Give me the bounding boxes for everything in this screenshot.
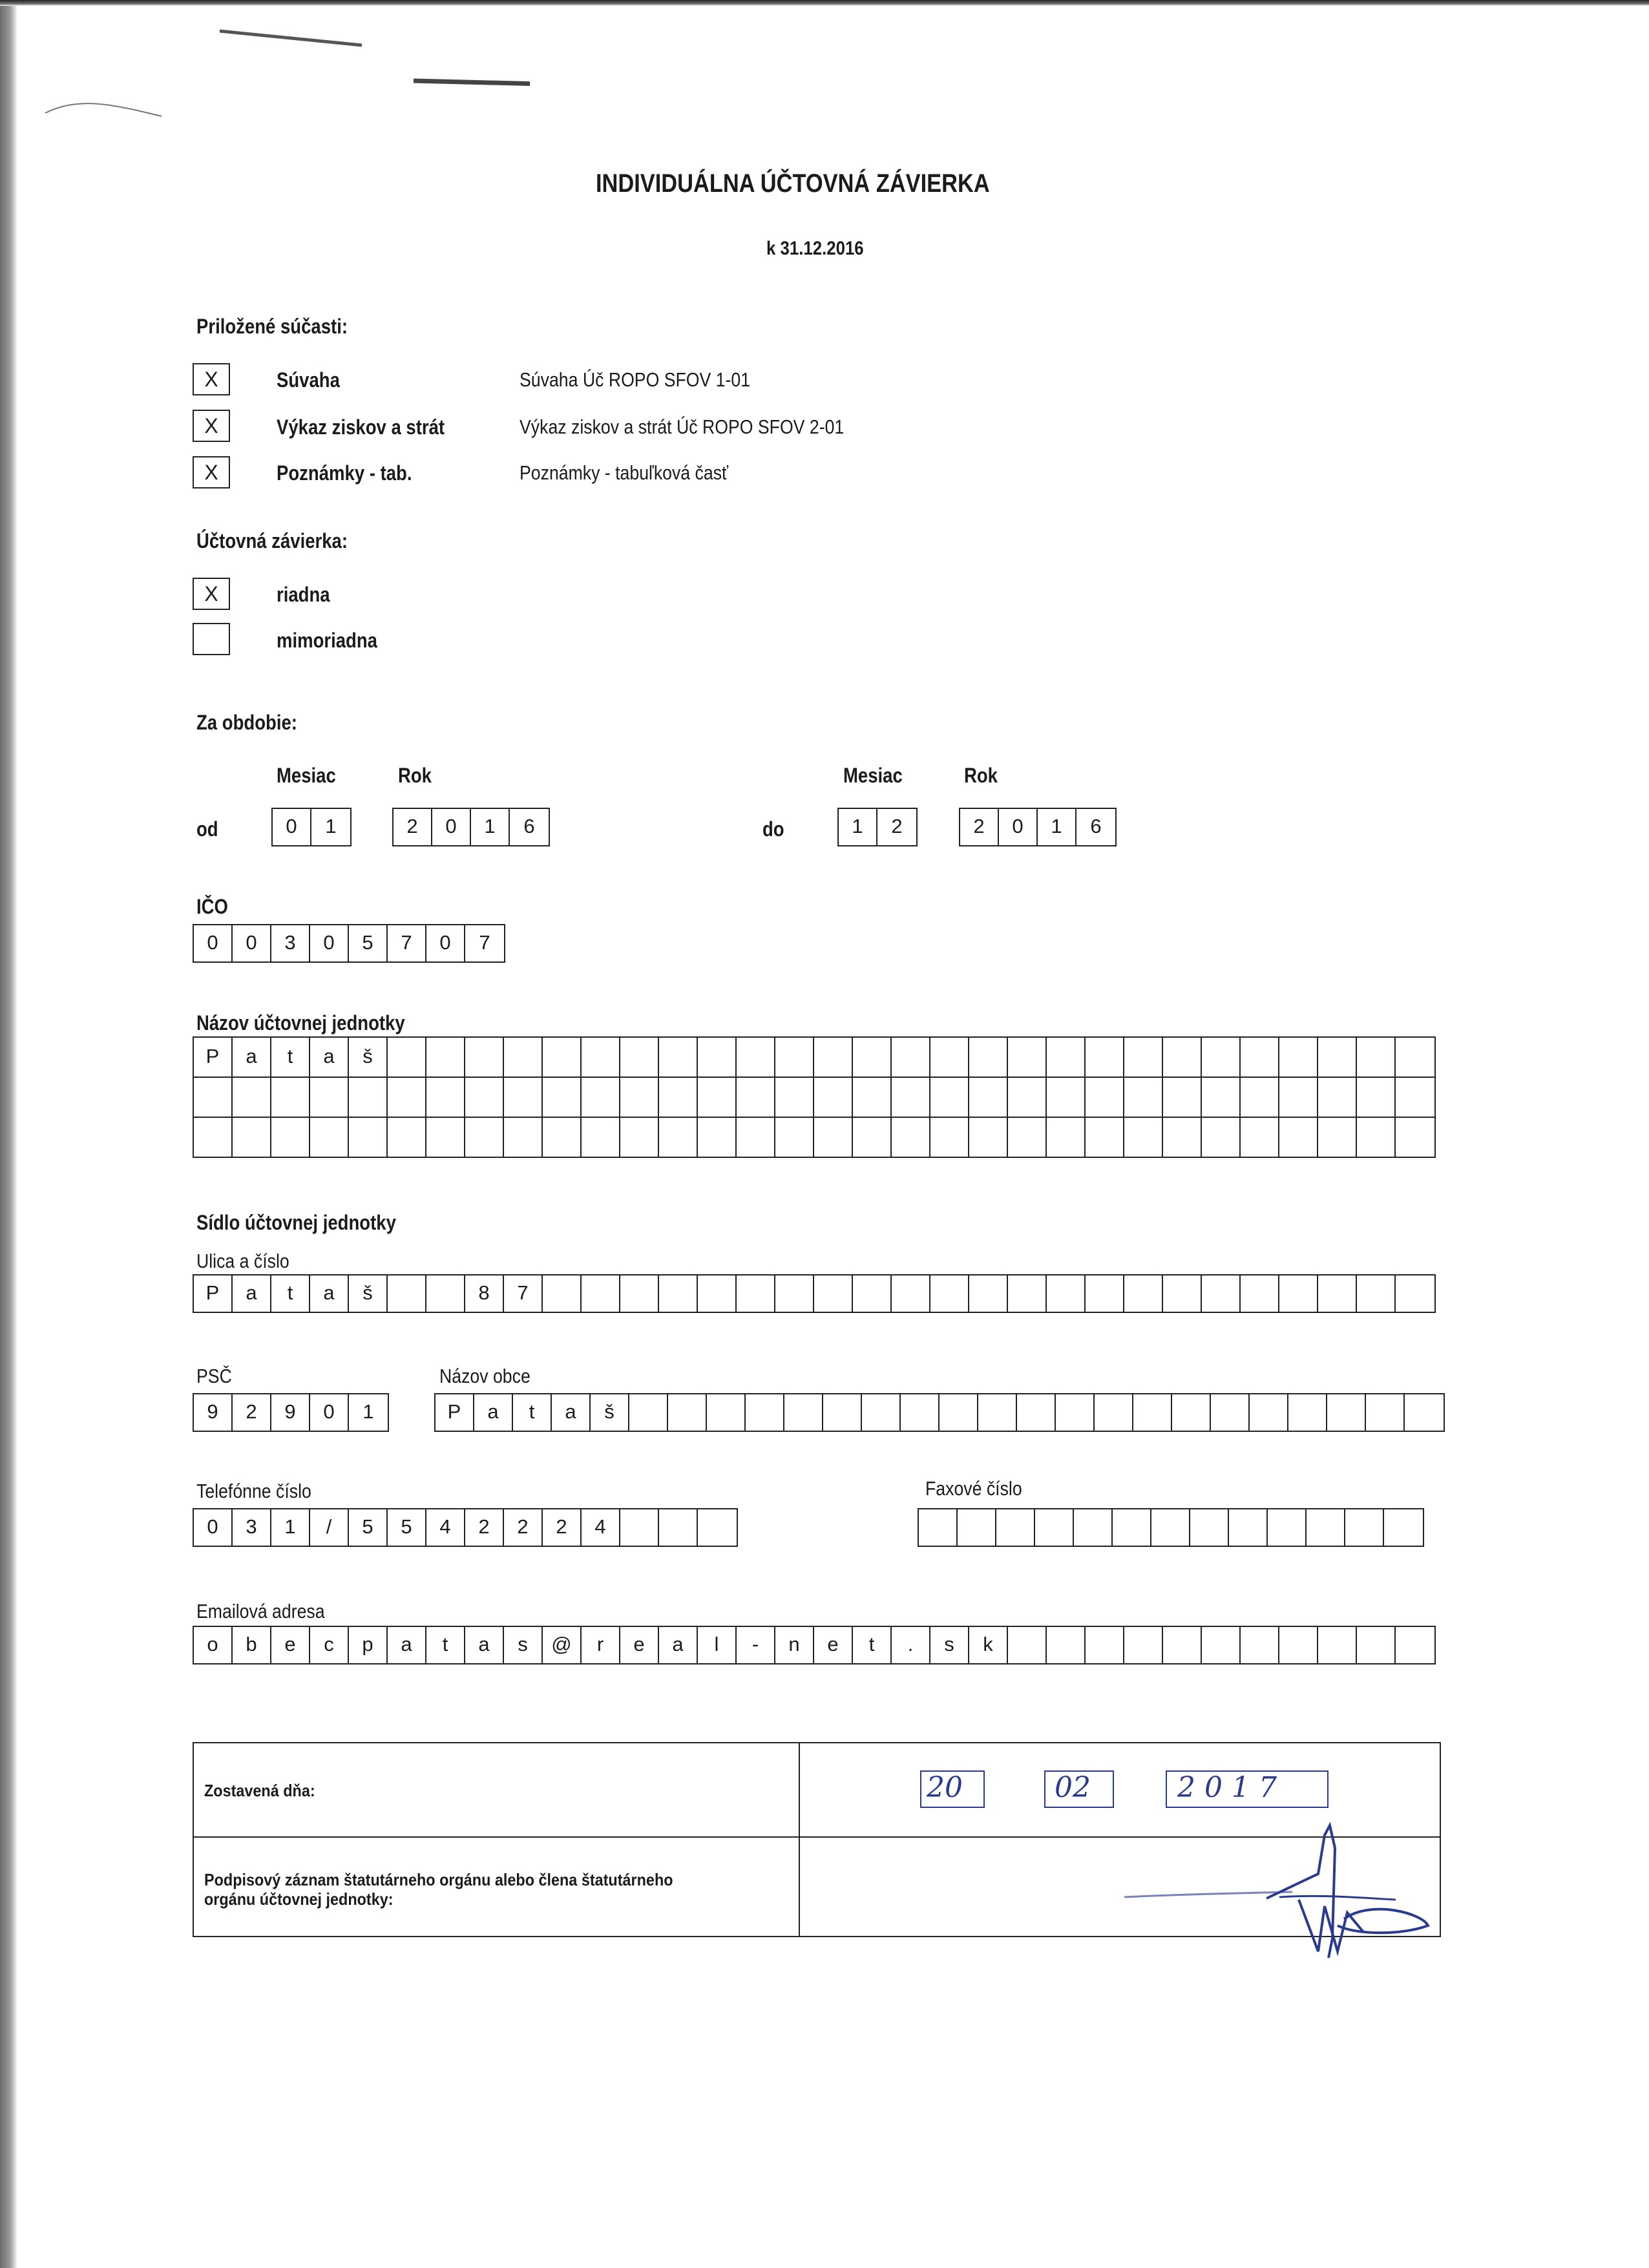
char-cell: 5 [349, 1509, 388, 1546]
char-cell [737, 1118, 775, 1157]
digit-cell: 0 [194, 925, 233, 961]
period-heading: Za obdobie: [196, 711, 297, 734]
char-cell [620, 1038, 659, 1076]
char-cell: a [310, 1038, 349, 1076]
char-cell: a [388, 1627, 426, 1663]
char-cell [707, 1394, 746, 1431]
char-cell [1124, 1627, 1163, 1663]
char-cell [930, 1078, 969, 1117]
char-cell [784, 1394, 823, 1431]
char-cell: 4 [426, 1509, 465, 1546]
digit-cell: 7 [388, 925, 426, 961]
entity-name-grid[interactable] [193, 1036, 1436, 1158]
char-cell [668, 1394, 707, 1431]
char-cell [775, 1118, 814, 1157]
char-cell: r [582, 1627, 620, 1663]
char-cell [504, 1038, 543, 1076]
from-year-label: Rok [398, 764, 432, 787]
char-cell: P [194, 1038, 233, 1076]
char-cell [698, 1038, 737, 1076]
zip-field[interactable] [193, 1393, 389, 1432]
char-cell [659, 1078, 698, 1117]
char-cell: t [513, 1394, 552, 1431]
street-field[interactable] [193, 1274, 1436, 1313]
char-cell: e [814, 1627, 853, 1663]
char-cell [814, 1038, 853, 1076]
char-cell: 3 [233, 1509, 271, 1546]
char-cell [901, 1394, 940, 1431]
char-cell: s [504, 1627, 543, 1663]
char-cell: P [436, 1394, 474, 1431]
char-cell: a [233, 1276, 271, 1312]
char-cell: 8 [465, 1276, 504, 1312]
digit-cell: 7 [479, 931, 490, 954]
char-cell: s [930, 1627, 969, 1663]
compiled-month-box[interactable] [1044, 1770, 1114, 1808]
char-cell [271, 1118, 310, 1157]
fax-field[interactable] [918, 1508, 1424, 1547]
char-cell: P [194, 1276, 233, 1312]
char-cell [969, 1276, 1008, 1312]
digit-cell: 2 [891, 815, 903, 837]
digit-cell: 5 [349, 925, 388, 961]
char-cell [940, 1394, 978, 1431]
to-year-label: Rok [964, 764, 998, 787]
char-cell [1008, 1627, 1047, 1663]
char-cell [1151, 1509, 1190, 1546]
char-cell [1113, 1509, 1151, 1546]
char-cell [388, 1276, 426, 1312]
char-cell: t [426, 1627, 465, 1663]
char-cell [1396, 1276, 1434, 1312]
char-cell [1163, 1118, 1202, 1157]
char-cell: 7 [504, 1276, 543, 1312]
char-cell [892, 1038, 930, 1076]
char-cell: t [853, 1627, 892, 1663]
phone-label: Telefónne číslo [196, 1480, 311, 1502]
char-cell [1279, 1038, 1318, 1076]
entity-name-row-3[interactable] [193, 1118, 1436, 1158]
char-cell [853, 1118, 892, 1157]
char-cell [465, 1038, 504, 1076]
from-year-field[interactable] [392, 808, 550, 846]
char-cell [1047, 1078, 1086, 1117]
digit-cell: 0 [999, 809, 1038, 845]
char-cell [1163, 1078, 1202, 1117]
char-cell [1086, 1627, 1124, 1663]
char-cell [698, 1276, 737, 1312]
char-cell [969, 1038, 1008, 1076]
char-cell: a [310, 1276, 349, 1312]
char-cell [1163, 1276, 1202, 1312]
char-cell [543, 1078, 582, 1117]
digit-cell: 1 [362, 1400, 374, 1423]
signature-label: Podpisový záznam štatutárneho orgánu alebo člena štatutárneho orgánu účtovnej jednotky: [204, 1870, 673, 1909]
to-month-field[interactable] [837, 808, 918, 846]
char-cell [1307, 1509, 1345, 1546]
char-cell [426, 1038, 465, 1076]
char-cell [1396, 1118, 1434, 1157]
to-label: do [762, 817, 784, 841]
char-cell [659, 1038, 698, 1076]
compiled-date-label: Zostavená dňa: [204, 1781, 315, 1800]
char-cell [1345, 1509, 1384, 1546]
char-cell [1124, 1276, 1163, 1312]
char-cell: 4 [582, 1509, 620, 1546]
char-cell: 2 [543, 1509, 582, 1546]
char-cell [1086, 1038, 1124, 1076]
compiled-day-box[interactable] [920, 1770, 985, 1808]
char-cell [1124, 1118, 1163, 1157]
char-cell [698, 1509, 737, 1546]
char-cell [426, 1078, 465, 1117]
closure-checkbox-regular[interactable]: X [193, 578, 230, 610]
char-cell [310, 1078, 349, 1117]
char-cell [1327, 1394, 1366, 1431]
char-cell [1008, 1276, 1047, 1312]
char-cell [465, 1078, 504, 1117]
digit-cell: 9 [271, 1394, 310, 1431]
char-cell [814, 1118, 853, 1157]
scan-top-edge [0, 0, 1649, 6]
char-cell: . [892, 1627, 930, 1663]
char-cell [978, 1394, 1017, 1431]
char-cell [1357, 1118, 1396, 1157]
char-cell [543, 1276, 582, 1312]
char-cell [814, 1078, 853, 1117]
char-cell [1405, 1394, 1444, 1431]
char-cell [1008, 1038, 1047, 1076]
attachment-label: Poznámky - tab. [277, 461, 412, 485]
char-cell [194, 1078, 233, 1117]
char-cell: / [310, 1509, 349, 1546]
char-cell [1008, 1118, 1047, 1157]
char-cell [582, 1276, 620, 1312]
attachment-label: Výkaz ziskov a strát [277, 415, 445, 439]
from-label: od [196, 817, 218, 841]
ico-field[interactable] [193, 924, 505, 963]
char-cell [620, 1078, 659, 1117]
char-cell: p [349, 1627, 388, 1663]
char-cell [1250, 1394, 1288, 1431]
char-cell [1268, 1509, 1307, 1546]
digit-cell: 1 [471, 809, 510, 845]
char-cell [775, 1078, 814, 1117]
char-cell [1396, 1038, 1434, 1076]
char-cell [349, 1078, 388, 1117]
char-cell [996, 1509, 1035, 1546]
digit-cell: 0 [273, 809, 311, 845]
char-cell [1047, 1118, 1086, 1157]
char-cell [1124, 1078, 1163, 1117]
char-cell [1357, 1276, 1396, 1312]
char-cell [1202, 1276, 1241, 1312]
char-cell [1086, 1276, 1124, 1312]
char-cell [1190, 1509, 1229, 1546]
char-cell [629, 1394, 668, 1431]
char-cell [1202, 1038, 1241, 1076]
char-cell [1241, 1038, 1279, 1076]
char-cell: š [349, 1038, 388, 1076]
char-cell [1357, 1078, 1396, 1117]
char-cell [1047, 1627, 1086, 1663]
compiled-year: 2017 [1177, 1771, 1286, 1804]
attachment-checkbox-balance-sheet[interactable]: X [193, 363, 230, 395]
attachments-heading: Priložené súčasti: [196, 315, 348, 338]
from-month-field[interactable] [271, 808, 352, 846]
char-cell [582, 1038, 620, 1076]
char-cell: 2 [465, 1509, 504, 1546]
attachment-label: Súvaha [277, 368, 340, 392]
email-label: Emailová adresa [196, 1600, 325, 1622]
char-cell [1202, 1078, 1241, 1117]
char-cell [1095, 1394, 1133, 1431]
char-cell [504, 1078, 543, 1117]
char-cell: š [591, 1394, 629, 1431]
char-cell [892, 1276, 930, 1312]
char-cell: o [194, 1627, 233, 1663]
entity-name-label: Názov účtovnej jednotky [196, 1011, 405, 1034]
char-cell [426, 1276, 465, 1312]
ico-label: IČO [196, 895, 228, 918]
report-date: k 31.12.2016 [766, 238, 864, 259]
char-cell [775, 1038, 814, 1076]
char-cell [1318, 1118, 1357, 1157]
email-field[interactable] [193, 1626, 1436, 1664]
char-cell [659, 1118, 698, 1157]
char-cell: l [698, 1627, 737, 1663]
char-cell [1056, 1394, 1095, 1431]
char-cell [1241, 1078, 1279, 1117]
char-cell [310, 1118, 349, 1157]
digit-cell: 0 [233, 925, 271, 961]
char-cell [1279, 1627, 1318, 1663]
compiled-year-box[interactable] [1166, 1770, 1329, 1808]
char-cell: e [620, 1627, 659, 1663]
attachment-description: Súvaha Úč ROPO SFOV 1-01 [520, 368, 751, 391]
char-cell: a [474, 1394, 513, 1431]
char-cell [853, 1038, 892, 1076]
char-cell: 2 [504, 1509, 543, 1546]
char-cell [1396, 1078, 1434, 1117]
char-cell [1396, 1627, 1434, 1663]
char-cell [1163, 1627, 1202, 1663]
char-cell [1241, 1627, 1279, 1663]
char-cell [1202, 1627, 1241, 1663]
street-label: Ulica a číslo [196, 1250, 289, 1272]
char-cell [930, 1276, 969, 1312]
char-cell [194, 1118, 233, 1157]
char-cell [698, 1078, 737, 1117]
closure-checkbox-extraordinary[interactable] [193, 623, 230, 655]
char-cell: a [659, 1627, 698, 1663]
char-cell: c [310, 1627, 349, 1663]
char-cell [823, 1394, 862, 1431]
digit-cell: 9 [194, 1394, 233, 1431]
scan-left-edge [0, 0, 17, 2268]
char-cell [388, 1118, 426, 1157]
char-cell [271, 1078, 310, 1117]
char-cell [892, 1118, 930, 1157]
fax-label: Faxové číslo [925, 1477, 1022, 1500]
char-cell [1124, 1038, 1163, 1076]
char-cell [930, 1038, 969, 1076]
digit-cell: 0 [310, 1394, 349, 1431]
char-cell [582, 1118, 620, 1157]
char-cell [1229, 1509, 1268, 1546]
char-cell [814, 1276, 853, 1312]
phone-field[interactable] [193, 1508, 738, 1547]
char-cell [737, 1276, 775, 1312]
char-cell [426, 1118, 465, 1157]
digit-cell: 6 [523, 815, 535, 837]
char-cell: a [465, 1627, 504, 1663]
digit-cell: 0 [310, 925, 349, 961]
char-cell [659, 1509, 698, 1546]
char-cell [958, 1509, 996, 1546]
attachment-checkbox-notes[interactable]: X [193, 456, 230, 488]
char-cell [543, 1118, 582, 1157]
zip-label: PSČ [196, 1365, 232, 1387]
char-cell [698, 1118, 737, 1157]
char-cell [1202, 1118, 1241, 1157]
char-cell [1008, 1078, 1047, 1117]
char-cell [1357, 1627, 1396, 1663]
char-cell [862, 1394, 901, 1431]
entity-name-row-2[interactable] [193, 1078, 1436, 1118]
char-cell [620, 1118, 659, 1157]
char-cell: @ [543, 1627, 582, 1663]
seat-heading: Sídlo účtovnej jednotky [196, 1211, 396, 1234]
char-cell [1318, 1078, 1357, 1117]
table-divider [799, 1742, 800, 1937]
char-cell [930, 1118, 969, 1157]
char-cell [969, 1118, 1008, 1157]
attachment-description: Poznámky - tabuľková časť [520, 461, 729, 484]
char-cell [1035, 1509, 1074, 1546]
char-cell [1086, 1078, 1124, 1117]
closure-option-label: mimoriadna [277, 629, 377, 652]
closure-option-label: riadna [277, 583, 330, 606]
char-cell: k [969, 1627, 1008, 1663]
char-cell [388, 1078, 426, 1117]
char-cell [1172, 1394, 1211, 1431]
char-cell [1318, 1038, 1357, 1076]
char-cell [504, 1118, 543, 1157]
char-cell [737, 1038, 775, 1076]
char-cell [1279, 1118, 1318, 1157]
char-cell: n [775, 1627, 814, 1663]
digit-cell: 2 [394, 809, 432, 845]
char-cell [582, 1078, 620, 1117]
char-cell [1017, 1394, 1056, 1431]
char-cell [1357, 1038, 1396, 1076]
handwritten-signature [1124, 1822, 1434, 1971]
char-cell [620, 1509, 659, 1546]
char-cell [892, 1078, 930, 1117]
char-cell [543, 1038, 582, 1076]
char-cell [1211, 1394, 1250, 1431]
char-cell [1163, 1038, 1202, 1076]
digit-cell: 1 [839, 809, 877, 845]
char-cell [746, 1394, 784, 1431]
char-cell [1318, 1276, 1357, 1312]
char-cell [1074, 1509, 1113, 1546]
digit-cell: 1 [325, 815, 337, 837]
char-cell [659, 1276, 698, 1312]
char-cell: a [552, 1394, 591, 1431]
compiled-month: 02 [1055, 1771, 1091, 1804]
char-cell [1047, 1276, 1086, 1312]
char-cell [1288, 1394, 1327, 1431]
char-cell [737, 1078, 775, 1117]
char-cell: t [271, 1276, 310, 1312]
char-cell: a [233, 1038, 271, 1076]
char-cell [1279, 1276, 1318, 1312]
char-cell [465, 1118, 504, 1157]
char-cell [775, 1276, 814, 1312]
digit-cell: 0 [426, 925, 465, 961]
char-cell: š [349, 1276, 388, 1312]
char-cell [1384, 1509, 1423, 1546]
char-cell [919, 1509, 958, 1546]
char-cell: e [271, 1627, 310, 1663]
char-cell: - [737, 1627, 775, 1663]
scan-marks [39, 19, 530, 136]
char-cell [1133, 1394, 1172, 1431]
to-month-label: Mesiac [843, 764, 903, 787]
char-cell [388, 1038, 426, 1076]
city-field[interactable] [434, 1393, 1445, 1432]
char-cell [853, 1078, 892, 1117]
char-cell: 0 [194, 1509, 233, 1546]
city-label: Názov obce [439, 1365, 530, 1387]
char-cell [233, 1078, 271, 1117]
closure-type-heading: Účtovná závierka: [196, 529, 348, 552]
char-cell [853, 1276, 892, 1312]
char-cell [1318, 1627, 1357, 1663]
page-title: INDIVIDUÁLNA ÚČTOVNÁ ZÁVIERKA [596, 169, 990, 198]
entity-name-row-1[interactable] [193, 1036, 1436, 1078]
char-cell: 1 [271, 1509, 310, 1546]
char-cell: 5 [388, 1509, 426, 1546]
char-cell [1241, 1118, 1279, 1157]
char-cell [1086, 1118, 1124, 1157]
digit-cell: 3 [271, 925, 310, 961]
char-cell [1047, 1038, 1086, 1076]
attachment-checkbox-income-statement[interactable]: X [193, 410, 230, 442]
char-cell [1279, 1078, 1318, 1117]
char-cell: t [271, 1038, 310, 1076]
digit-cell: 2 [960, 809, 999, 845]
char-cell [349, 1118, 388, 1157]
char-cell [1241, 1276, 1279, 1312]
to-year-field[interactable] [959, 808, 1117, 846]
digit-cell: 6 [1090, 815, 1102, 837]
char-cell [233, 1118, 271, 1157]
compiled-day: 20 [927, 1771, 963, 1804]
char-cell: b [233, 1627, 271, 1663]
digit-cell: 2 [233, 1394, 271, 1431]
char-cell [620, 1276, 659, 1312]
from-month-label: Mesiac [277, 764, 336, 787]
digit-cell: 0 [432, 809, 471, 845]
char-cell [1366, 1394, 1405, 1431]
char-cell [969, 1078, 1008, 1117]
attachment-description: Výkaz ziskov a strát Úč ROPO SFOV 2-01 [520, 415, 845, 438]
digit-cell: 1 [1038, 809, 1077, 845]
